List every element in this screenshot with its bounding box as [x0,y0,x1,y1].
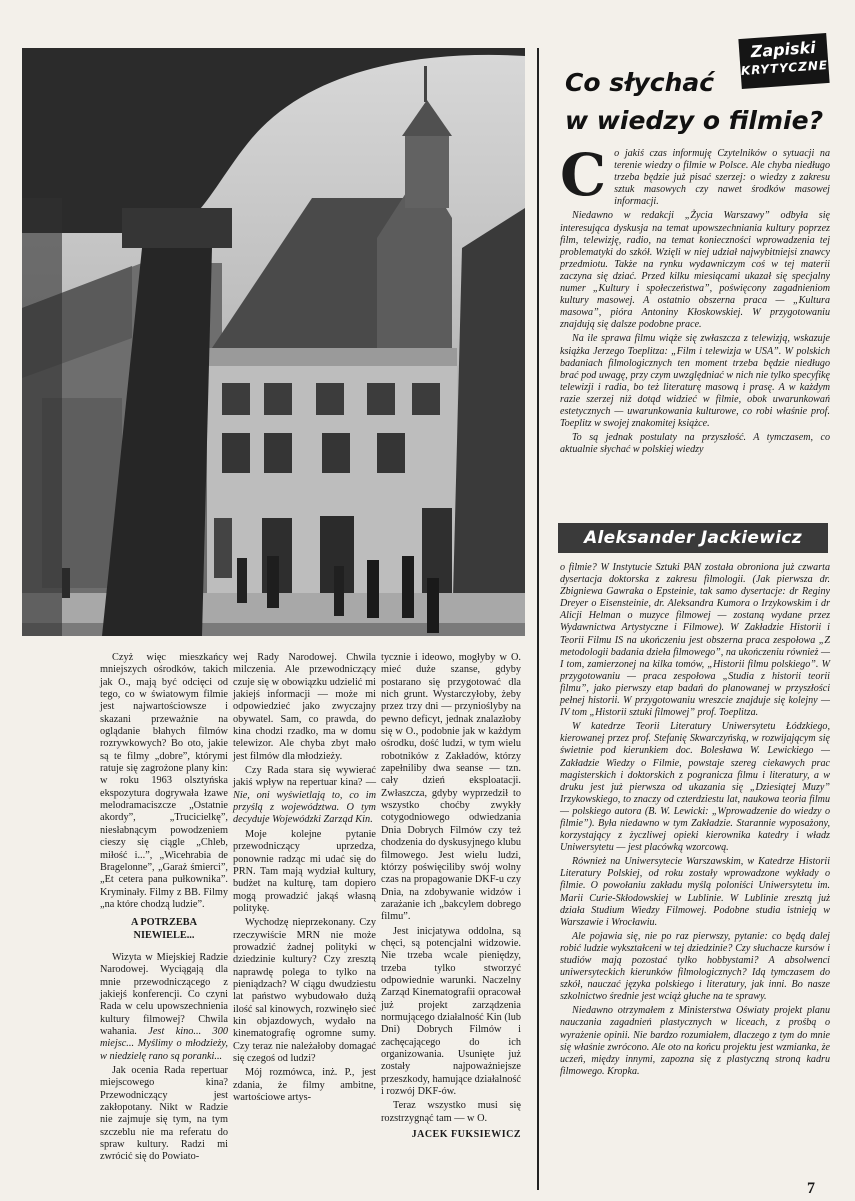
sidebar-body-top [560,141,830,458]
paragraph: Mój rozmówca, inż. P., jest zdania, że filmy ambitne, wartościowe artys- [233,1067,376,1104]
paragraph: Jest inicjatywa oddolna, są chęci, są potencjalni widzowie. Nie trzeba wcale pieniędzy, trzeba tylko stworzyć odpowiednie warunki. Naczelny Zarząd Kinematografii opracował już projekt zarządzenia normującego działalność Kin (lub Dni) Dobrych Filmów i zachęcającego do ich organizowania. Usunięte już zostały najpoważniejsze przeszkody, hamujące działalność i rozwój DKF-ów. [381,925,521,1098]
paragraph: Moje kolejne pytanie przewodniczący uprzedza, ponownie radząc mi udać się do PRN. Tam mają wydział kultury, budżet na kulturę, tam dopiero mogą prowadzić jakąś własną politykę. [233,828,376,914]
paragraph: Teraz wszystko musi się rozstrzygnąć tam — w O. [381,1100,521,1124]
paragraph: W katedrze Teorii Literatury Uniwersytetu Łódzkiego, kierowanej przez prof. Stefanię Skwarczyńską, w rozwijającym się świetnie pod kierunkiem doc. Bolesława W. Lewickiego — Zakładzie Wiedzy o Filmie, powstaje szereg ciekawych prac magisterskich i doktorskich z pogranicza filmu i literatury, a w druku jest już pierwsza od ukazania się „Dziesiątej Muzy” Irzykowskiego, to znaczy od czterdziestu lat, naukowa teoria filmu — polskiego autora (B. W. Lewicki: „Wprowadzenie do wiedzy o filmie”). Była niedawno w tym Zakładzie. Starannie wyposażony, korzystający z życzliwej opieki kierownika katedry i władz Uniwersytetu — jest placówką wzorcową. [560,721,830,854]
headline-line-1: Co słychać [565,68,715,97]
article-column-middle [233,652,376,1106]
quote: Jest kino... 300 miejsc... Myślimy o młodzieży, w niedzielę rano są poranki... [100,1025,228,1062]
article-column-right [381,652,521,1143]
intro-paragraph: Co jakiś czas informuję Czytelników o sytuacji na terenie wiedzy o filmie w Polsce. Ale chyba niedługo trzeba będzie już pisać szerzej: o wiedzy z zakresu sztuk masowych czy nawet środków masowej informacji. [560,141,830,209]
paragraph: Czy Rada stara się wywierać jakiś wpływ na repertuar kina? — Nie, oni wyświetlają to, co im przyślą z województwa. O tym decyduje Wojewódzki Zarząd Kin. [233,765,376,826]
quote: Nie, oni wyświetlają to, co im przyślą z województwa. O tym decyduje Wojewódzki Zarząd Kin. [233,789,376,826]
sidebar-headline [565,64,835,140]
badge-line-1: Zapiski [750,37,817,62]
paragraph: To są jednak postulaty na przyszłość. A tymczasem, co aktualnie słychać w polskiej wiedzy [560,432,830,456]
paragraph: Wychodzę nieprzekonany. Czy rzeczywiście MRN nie może prowadzić żadnej polityki w dziedzinie kultury? Czy zresztą naprawdę polega to tylko na pieniądzach? W ciągu dwudziestu lat państwo wybudowało dużą ilość sal kinowych, rozwinęło sieć kin objazdowych, wydało na kinematografię ogromne sumy. Czy teraz nie należałoby domagać się czegoś od ludzi? [233,917,376,1064]
paragraph: Również na Uniwersytecie Warszawskim, w Katedrze Historii Literatury Polskiej, od roku zostały wprowadzone wykłady o filmie. O powołaniu zakładu myślą poloniści Uniwersytetu im. Marii Curie-Skłodowskiej w Lublinie. W Lublinie zresztą już działa Studium Wiedzy Filmowej. Podobne studia istnieją w Warszawie i Wrocławiu. [560,856,830,928]
headline-line-2: w wiedzy o filmie? [565,106,824,135]
badge-line-2: KRYTYCZNE [740,57,829,79]
subheading: A POTRZEBA NIEWIELE... [130,917,198,941]
column-divider [537,48,539,1190]
dropcap: C [560,141,607,209]
paragraph: Niedawno w redakcji „Życia Warszawy” odbyła się interesująca dyskusja na temat upowszechniania kultury poprzez film, telewizję, radio, na temat konieczności wprowadzenia tej problematyki do szkół. Wzięli w niej udział najwybitniejsi znawcy przedmiotu. Także na rynku wydawniczym coś w tej materii zaczyna się dziać. Przed kilku miesiącami ukazał się specjalny numer „Kultury i społeczeństwa”, poświęcony zagadnieniom kultury masowej. A ostatnio obszerna praca — „Kultura masowa”, pióra Antoniny Kłoskowskiej. W przygotowaniu znajdują się dalsze podobne prace. [560,210,830,331]
photograph-town-hall [22,48,525,636]
paragraph: tycznie i ideowo, mogłyby w O. mieć duże szanse, gdyby postarano się przygotować dla nich grunt. Wystarczyłoby, żeby przez trzy dni — przynioślyby na pewno deficyt, jednak znalazłoby się w O., podobnie jak w każdym ośrodku, dość ludzi, w tym wielu robotników z Zakładów, którzy zapełniliby dwa seanse — tzn. cały dzień eksploatacji. Zwłaszcza, gdyby wyprzedził to wszystko choćby zwykły cotygodniowego odwiedzania Dnia Dobrych Filmów czy też chodzenia do dyskusyjnego klubu filmowego. Jest wielu ludzi, którzy poświęciliby swój wolny czas na propagowanie DKF-u czy Dnia, na zdobywanie widzów i zarażanie ich „bakcylem dobrego filmu”. [381,652,521,923]
paragraph: Czyż więc mieszkańcy mniejszych ośrodków, takich jak O., mają być odcięci od tego, co w światowym filmie jest najwartościowsze i skazani przeważnie na oglądanie błahych filmów rozrywkowych? Bo oto, jakie są te filmy „dobre”, którymi ratuje się zagrożone plany kin: w roku 1963 olsztyńska ekspozytura dogrywała łzawe melodramaciszcze „Ostatnie akordy”, „Trucicielkę”, niesłabnącym powodzeniem cieszy się ciągle „Chleb, miłość i...”, „Wicehrabia de Bragelonne”, „Garaż śmierci”, „Et cetera pana pułkownika”. Kryminały. Filmy z BB. Filmy „na które chodzą ludzie”. [100,652,228,910]
page-number: 7 [807,1180,815,1197]
paragraph: Jak ocenia Rada repertuar miejscowego kina? Przewodniczący jest zakłopotany. Nikt w Radzie nie zajmuje się tym, na tym szczeblu nie ma referatu do spraw kultury. Radzi mi zwrócić się do Powiato- [100,1065,228,1163]
author-signature: JACEK FUKSIEWICZ [411,1129,521,1141]
author-name-bar: Aleksander Jackiewicz [558,523,828,553]
paragraph: Ale pojawia się, nie po raz pierwszy, pytanie: co będą dalej robić ludzie wykształceni w tej dziedzinie? Czy słuchacze kursów i studiów mają pozostać tylko hobbystami? A absolwenci uniwersyteckich kierunków filmologicznych? Idą tymczasem do szkół, nauczać języka polskiego i literatury, jak inni. Bo nasze szkolnictwo średnie jest wciąż głuche na te sprawy. [560,930,830,1003]
article-column-left [100,652,228,1166]
paragraph: o filmie? W Instytucie Sztuki PAN została obroniona już czwarta dysertacja doktorska z zakresu filmologii. (Jak pierwsza dr. Zbigniewa Gawraka o Epsteinie, tak samo dysertacje: dr Reginy Dreyer o Eisensteinie, dr. Aleksandra Kumora o Irzykowskim i dr Alicji Helman o muzyce filmowej — zostaną wydane przez Wydawnictwa Artystyczne i Filmowe). W Zakładzie Historii i Teorii Filmu IS na ukończeniu jest obszerna praca zespołowa „Z metodologii badania dzieła filmowego”, na ukończeniu również — I tom, zamierzonej na kilka tomów, „Historii filmu polskiego”. W przygotowaniu — praca zespołowa „Studia z historii teorii filmu”, jako pierwszy etap badań do planowanej w przyszłości pełnej historii. W przygotowaniu wreszcie znajduje się kolejny — IV tom „Historii sztuki filmowej” prof. Toeplitza. [560,562,830,719]
paragraph: Na ile sprawa filmu wiąże się zwłaszcza z telewizją, wskazuje książka Jerzego Toeplitza: „Film i telewizja w USA”. W polskich badaniach filmologicznych ten moment trzeba będzie niedługo brać pod uwagę, przy czym uwzględniać w nich nie tylko specyfikę telewizji i radia, bo też literaturę masową i prasę. A w każdym razie szerzej niż dotąd widzieć w filmie, obok uwarunkowań estetycznych — uwarunkowania kulturowe, co robi właśnie prof. Toeplitz w swojej znakomitej książce. [560,333,830,430]
paragraph: Niedawno otrzymałem z Ministerstwa Oświaty projekt planu nauczania zagadnień plastycznych w liceach, z prośbą o wyrażenie opinii. Nie bardzo rozumiałem, dlaczego z tym do mnie się właśnie zwrócono. Ale oto na końcu projektu jest wzmianka, że uczeń, między innymi, zapozna się z plastyczną stroną kadru filmowego. Kropka. [560,1005,830,1077]
paragraph: Wizyta w Miejskiej Radzie Narodowej. Wyciągają dla mnie przewodniczącego z jakiejś konferencji. Co czyni Rada w celu upowszechnienia kultury filmowej? Chwila wahania. Jest kino... 300 miejsc... Myślimy o młodzieży, w niedzielę rano są poranki... [100,951,228,1062]
sidebar-body-bottom [560,562,830,1080]
paragraph: wej Rady Narodowej. Chwila milczenia. Ale przewodniczący czuje się w obowiązku udzielić mi jakiejś informacji — może mi odpowiedzieć jako zwyczajny obywatel. Sam, co prawda, do kina chodzi rzadko, ma w domu telewizor. Ale chyba zbyt mało jest filmów dla młodzieży. [233,652,376,762]
